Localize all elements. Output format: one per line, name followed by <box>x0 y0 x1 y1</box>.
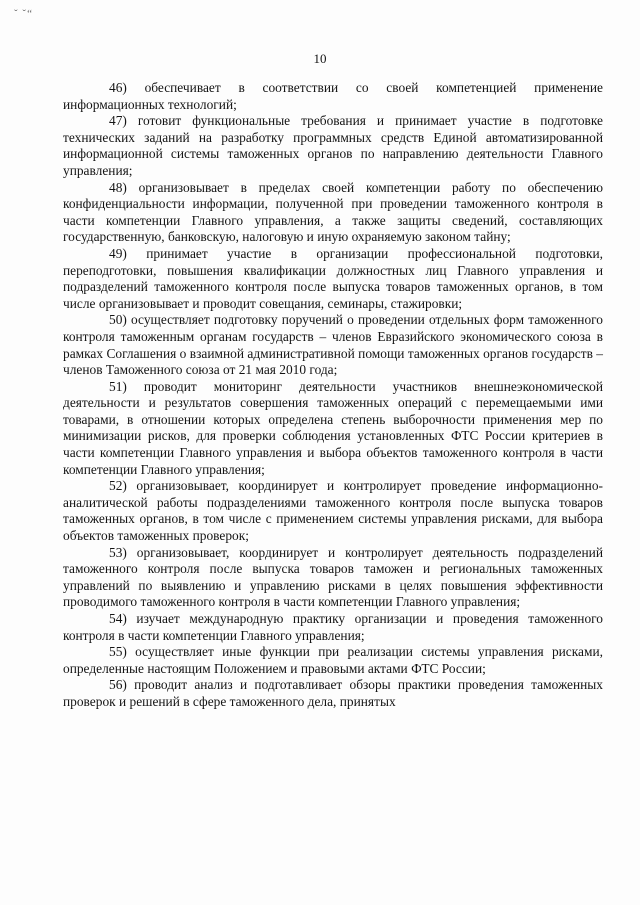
paragraph-item-52: 52) организовывает, координирует и контролирует проведение информационно-аналитической работы подразделениями таможенного контроля после выпуска товаров таможенных органов, в том числе с применением системы управления рисками, для выбора объектов таможенных проверок; <box>63 478 603 544</box>
paragraph-item-46: 46) обеспечивает в соответствии со своей компетенцией применение информационных технологий; <box>63 80 603 112</box>
paragraph-item-53: 53) организовывает, координирует и контролирует деятельность подразделений таможенного контроля после выпуска товаров таможен и региональных таможенных управлений по выявлению и управлению рисками в целях повышения эффективности проводимого таможенного контроля в части компетенции Главного управления; <box>63 544 603 610</box>
page-number: 10 <box>313 51 327 66</box>
paragraph-item-51: 51) проводит мониторинг деятельности участников внешнеэкономической деятельности и результатов совершения таможенных операций с перемещаемыми ими товарами, в отношении которых определена степень выборочности применения мер по минимизации рисков, для проверки соблюдения установленных ФТС России критериев в части компетенции Главного управления и выбора объектов таможенного контроля в части компетенции Главного управления; <box>63 378 603 477</box>
corner-mark: ˇ ˇ“ <box>14 8 33 20</box>
paragraph-item-55: 55) осуществляет иные функции при реализации системы управления рисками, определенные настоящим Положением и правовыми актами ФТС России; <box>63 644 603 676</box>
paragraph-item-48: 48) организовывает в пределах своей компетенции работу по обеспечению конфиденциальности информации, полученной при проведении таможенного контроля в части компетенции Главного управления, а также защиты сведений, составляющих государственную, банковскую, налоговую и иную охраняемую законом тайну; <box>63 179 603 245</box>
paragraph-item-56: 56) проводит анализ и подготавливает обзоры практики проведения таможенных проверок и решений в сфере таможенного дела, принятых <box>63 677 603 709</box>
document-body <box>63 80 603 711</box>
paragraph-item-50: 50) осуществляет подготовку поручений о проведении отдельных форм таможенного контроля таможенным органам государств – членов Евразийского экономического союза в рамках Соглашения о взаимной административной помощи таможенных органов государств – членов Таможенного союза от 21 мая 2010 года; <box>63 312 603 378</box>
paragraph-item-47: 47) готовит функциональные требования и принимает участие в подготовке технических заданий на разработку программных средств Единой автоматизированной информационной системы таможенных органов по направлению деятельности Главного управления; <box>63 113 603 178</box>
paragraph-item-54: 54) изучает международную практику организации и проведения таможенного контроля в части компетенции Главного управления; <box>63 611 603 643</box>
paragraph-item-49: 49) принимает участие в организации профессиональной подготовки, переподготовки, повышения квалификации должностных лиц Главного управления и подразделений таможенного контроля после выпуска товаров таможенных органов, в том числе организовывает и проводит совещания, семинары, стажировки; <box>63 245 603 311</box>
